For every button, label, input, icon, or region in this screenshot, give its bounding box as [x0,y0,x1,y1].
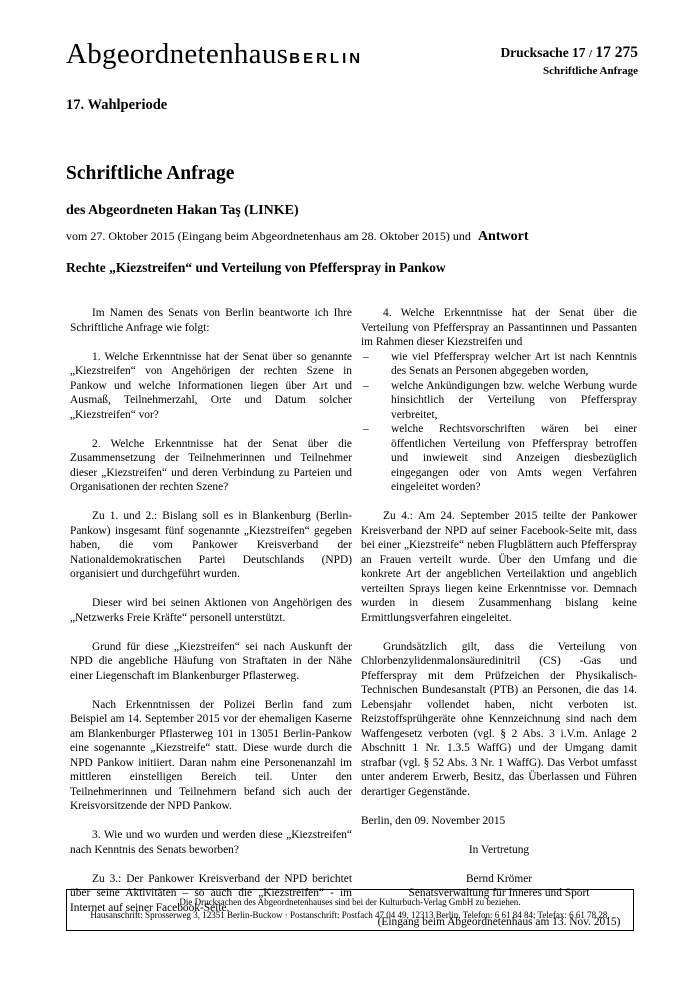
institution-name: Abgeordnetenhaus [66,38,289,70]
date-line [66,229,528,245]
date-line-text: vom 27. Oktober 2015 (Eingang beim Abgeordnetenhaus am 28. Oktober 2015) und [66,229,471,243]
document-number [500,44,638,62]
document-number-separator: / [588,48,592,60]
question-3: 3. Wie und wo wurden und werden diese „Kiezstreifen“ nach Kenntnis des Senats beworben? [70,829,352,856]
question-1: 1. Welche Erkenntnisse hat der Senat über so genannte „Kiezstreifen“ von Angehörigen der rechten Szene in Pankow und welche Informationen liegen über Art und Ausmaß, Teilnehmerzahl, Orte und Datum solcher „Kiezstreifen“ vor? [70,350,352,421]
signoff: In Vertretung [468,843,530,856]
subject-heading: Rechte „Kiezstreifen“ und Verteilung von Pfefferspray in Pankow [66,260,446,275]
answer-paragraph: Dieser wird bei seinen Aktionen von Angehörigen des „Netzwerks Freie Kräfte“ personell unterstützt. [70,597,352,624]
answer-paragraph: Nach Erkenntnissen der Polizei Berlin fand zum Beispiel am 14. September 2015 vor der ehemaligen Kaserne am Blankenburger Pflasterweg 101 in 13051 Berlin-Pankow eine sogenannte „Kiezstreife“ statt. Diese wurde durch die NPD Pankow initiiert. Daran nahm eine Personenanzahl im mittleren einstelligen Bereich teil. Unter den Teilnehmerinnen und Teilnehmern befand sich auch der Kreisvorsitzende der NPD Pankow. [70,698,352,812]
document-type-label: Schriftliche Anfrage [542,65,638,77]
answer-3: Zu 3.: Der Pankower Kreisverband der NPD berichtet über seine Aktivitäten – so auch die „Kiezstreifen“ - im Internet auf seiner Facebook-Seite. [70,872,352,914]
footer-box [66,889,634,931]
institution-city: BERLIN [289,50,364,67]
legislative-period: 17. Wahlperiode [66,97,168,113]
receipt-note: (Eingang beim Abgeordnetenhaus am 13. Nov. 2015) [377,916,621,928]
question-4: 4. Welche Erkenntnisse hat der Senat über die Verteilung von Pfefferspray an Passantinnen und Passanten im Rahmen dieser Kiezstreifen und [361,307,637,348]
answer-label: Antwort [477,229,529,244]
right-column [361,306,637,930]
page-title: Schriftliche Anfrage [66,163,235,184]
author-line: des Abgeordneten Hakan Taş (LINKE) [66,203,299,218]
answer-4: Zu 4.: Am 24. September 2015 teilte der Pankower Kreisverband der NPD auf seiner Facebook-Seite mit, dass bei einer „Kiezstreife“ neben Flugblättern auch Pfefferspray an Frauen verteilt wurde. Über den Umfang und die konkrete Art der angeblichen Verteilaktion und angeblich verteilten Sprays liegen keine Erkenntnisse vor. Demnach wurden in diesem Zusammenhang bislang keine Ermittlungsverfahren eingeleitet. [361,510,637,624]
footer-line-2: Hausanschrift: Sprosserweg 3, 12351 Berlin-Buckow · Postanschrift: Postfach 47 04 49, 12313 Berlin, Telefon: 6 61 84 84; Telefax: 6 61 78 28. [90,909,610,920]
signer-office: Senatsverwaltung für Inneres und Sport [408,887,590,899]
question-4-list [361,350,637,495]
answer-paragraph: Grundsätzlich gilt, dass die Verteilung von Chlorbenzylidenmalonsäuredinitril (CS) -Gas und Pfefferspray mit dem Prüfzeichen der Physikalisch-Technischen Bundesanstalt (PTB) an Personen, die das 14. Lebensjahr vollendet haben, nicht verboten ist. Reizstoffsprühgeräte ohne Kennzeichnung sind nach dem Waffengesetz verboten (vgl. § 2 Abs. 3 i.V.m. Anlage 2 Abschnitt 1 Nr. 1.3.5 WaffG) und der Umgang damit strafbar (vgl. § 52 Abs. 3 Nr. 1 WaffG). Das Verbot umfasst unter anderem Erwerb, Besitz, das Überlassen und Führen derartiger Gegenstände. [361,640,637,798]
answer-1-2: Zu 1. und 2.: Bislang soll es in Blankenburg (Berlin-Pankow) insgesamt fünf sogenannte „Kiezstreifen“ gegeben haben, die vom Pankower Kreisverband der Nationaldemokratischen Partei Deutschlands (NPD) organisiert und durchgeführt wurden. [70,510,352,580]
list-item: – wie viel Pfefferspray welcher Art ist nach Kenntnis des Senats an Personen abgegeben worden, [361,350,637,379]
footer-line-1: Die Drucksachen des Abgeordnetenhauses sind bei der Kulturbuch-Verlag GmbH zu beziehen. [179,897,521,907]
left-column [70,306,352,930]
question-2: 2. Welche Erkenntnisse hat der Senat über die Zusammensetzung der Teilnehmerinnen und Teilnehmer dieser „Kiezstreifen“ und deren Verbindung zu Parteien und Organisationen der rechten Szene? [70,437,352,493]
document-number-block [500,44,638,77]
intro-paragraph: Im Namen des Senats von Berlin beantworte ich Ihre Schriftliche Anfrage wie folgt: [70,307,352,334]
list-item: – welche Ankündigungen bzw. welche Werbung wurde hinsichtlich der Verteilung von Pfefferspray verbreitet, [361,379,637,423]
place-date: Berlin, den 09. November 2015 [361,814,506,827]
list-item: – welche Rechtsvorschriften wären bei einer öffentlichen Verteilung von Pfefferspray betroffen und inwieweit sind Anzeigen diesbezüglich eingegangen oder von Amts wegen Verfahren eingeleitet worden? [361,422,637,495]
document-number-prefix: Drucksache 17 [500,45,586,60]
letterhead-logo [66,38,363,71]
signer-name: Bernd Krömer [465,872,533,885]
answer-paragraph: Grund für diese „Kiezstreifen“ sei nach Auskunft der NPD die angebliche Häufung von Straftaten in der Nähe einer Liegenschaft im Blankenburger Pflasterweg. [70,640,352,682]
document-number-value: 17 275 [595,44,638,61]
